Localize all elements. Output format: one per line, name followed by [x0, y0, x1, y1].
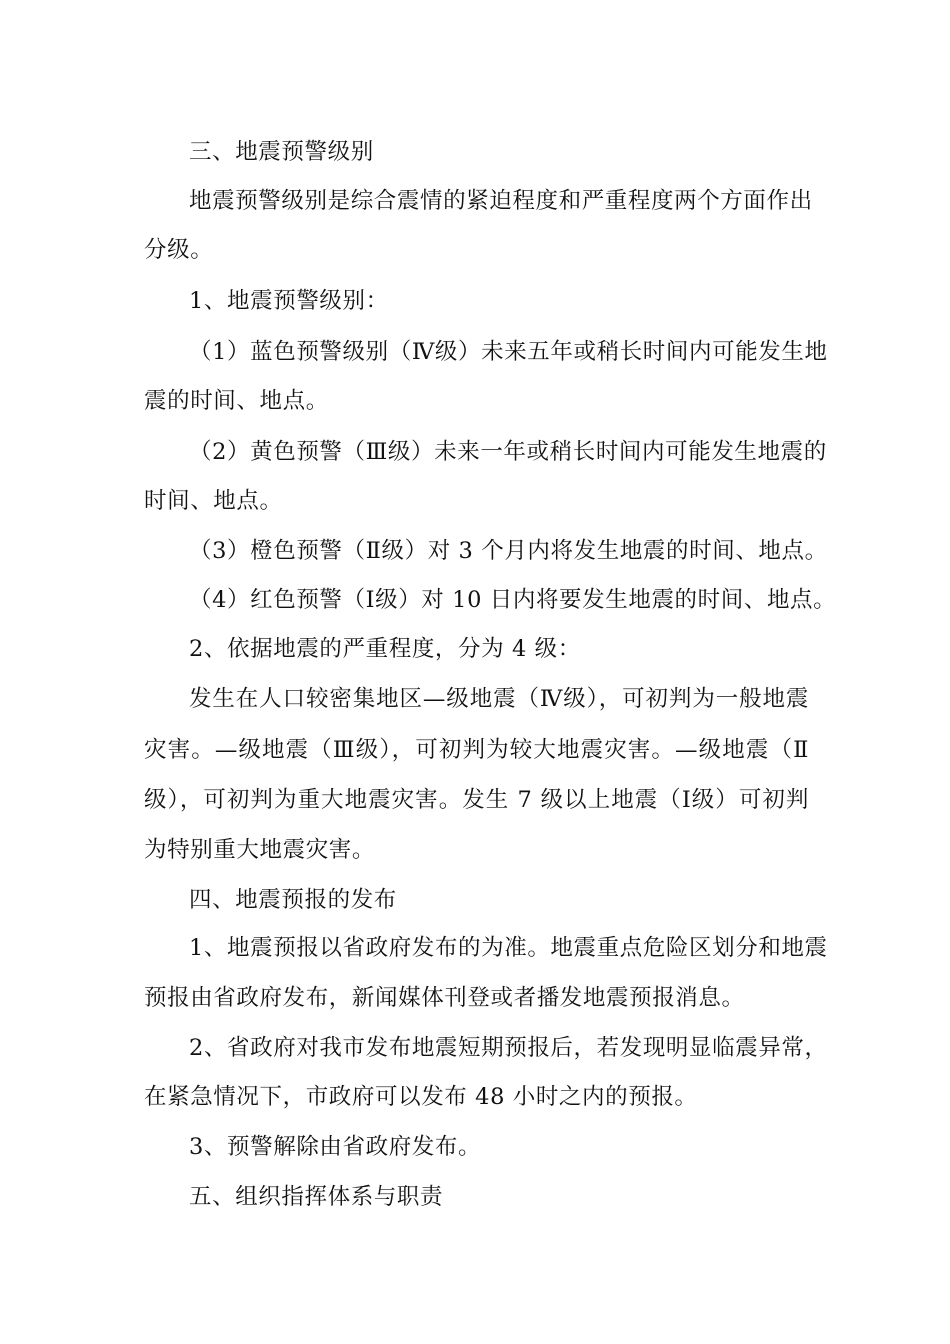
paragraph-line: 2、省政府对我市发布地震短期预报后，若发现明显临震异常， — [189, 1035, 828, 1061]
paragraph-line: 地震预警级别是综合震情的紧迫程度和严重程度两个方面作出 — [189, 188, 813, 214]
paragraph-line: 分级。 — [144, 237, 214, 263]
paragraph-line: 灾害。—级地震（Ⅲ级），可初判为较大地震灾害。—级地震（Ⅱ — [144, 737, 809, 763]
subheading-line: 1、地震预警级别： — [189, 288, 389, 314]
paragraph-line: 预报由省政府发布，新闻媒体刊登或者播发地震预报消息。 — [144, 985, 745, 1011]
section-heading-4: 四、地震预报的发布 — [189, 887, 397, 913]
section-heading-3: 三、地震预警级别 — [189, 139, 374, 165]
subheading-line: 2、依据地震的严重程度，分为 4 级： — [189, 636, 581, 662]
list-item-line: 震的时间、地点。 — [144, 388, 329, 414]
paragraph-line: 发生在人口较密集地区—级地震（Ⅳ级），可初判为一般地震 — [189, 686, 809, 712]
paragraph-line: 1、地震预报以省政府发布的为准。地震重点危险区划分和地震 — [189, 935, 828, 961]
paragraph-line: 3、预警解除由省政府发布。 — [189, 1134, 482, 1160]
list-item-line: （4）红色预警（Ⅰ级）对 10 日内将要发生地震的时间、地点。 — [189, 587, 837, 613]
paragraph-line: 级），可初判为重大地震灾害。发生 7 级以上地震（Ⅰ级）可初判 — [144, 787, 809, 813]
section-heading-5: 五、组织指挥体系与职责 — [189, 1184, 444, 1210]
list-item-line: （3）橙色预警（Ⅱ级）对 3 个月内将发生地震的时间、地点。 — [189, 538, 828, 564]
paragraph-line: 为特别重大地震灾害。 — [144, 837, 376, 863]
list-item-line: 时间、地点。 — [144, 488, 283, 514]
list-item-line: （1）蓝色预警级别（Ⅳ级）未来五年或稍长时间内可能发生地 — [189, 339, 828, 365]
list-item-line: （2）黄色预警（Ⅲ级）未来一年或稍长时间内可能发生地震的 — [189, 439, 827, 465]
paragraph-line: 在紧急情况下，市政府可以发布 48 小时之内的预报。 — [144, 1084, 698, 1110]
